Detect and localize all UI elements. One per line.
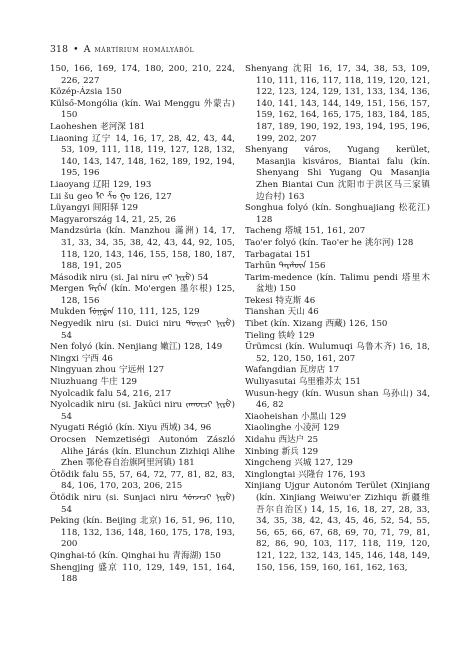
index-entry: Tao'er folyó (kín. Tao'er he 洮尔河) 128 [245,237,414,248]
index-entry: Xinjiang Ujgur Autonóm Terület (Xinjiang (kín. Xinjiang Weiwu'er Zizhiqu 新疆维吾尔自治区) 14, 15, 16, 18, 27, 28, 33, 34, 35, 38, 42, 43, 45, 46, 52, 54, 55, 56, 65, 66, 67, 68, 69, 70, 71, 79, 81, 82, 86, 90, 103, 117, 118, 119, 120, 121, 122, 132, 143, 145, 146, 148, 149, 150, 156, 159, 160, 161, 162, 163, [245,481,430,573]
index-entry: Liaoyang 辽阳 129, 193 [50,179,152,190]
index-entry: Orocsen Nemzetiségi Autonóm Zászló Alihe Járás (kín. Elunchun Zizhiqi Alihe Zhen 鄂伦春自治旗阿里河镇) 181 [50,435,235,469]
index-entry: Ötödik niru (si. Sunjaci niru ᠰᡠᠨᠵᠠᠴᡳ ᠨᡳᡵᡠ) 54 [50,492,235,515]
index-entry: Shenyang 沈阳 16, 17, 34, 38, 53, 109, 110, 111, 116, 117, 118, 119, 120, 121, 122, 123, 124, 129, 131, 133, 134, 136, 140, 141, 143, 144, 149, 151, 156, 157, 159, 162, 164, 165, 175, 183, 184, 185, 187, 189, 190, 192, 193, 194, 195, 196, 199, 202, 207 [245,64,430,144]
index-entry: Magyarország 14, 21, 25, 26 [50,214,177,225]
index-entry: Xiaoheishan 小黑山 129 [245,411,347,422]
header-separator: • [73,44,79,55]
index-entry: Mukden ᠮᡠᡴᡩᡝᠨ 110, 111, 125, 129 [50,307,200,318]
index-entry: Shengjing 盛京 110, 129, 149, 151, 164, 188 [50,562,235,585]
index-entry: Tieling 铁岭 129 [245,330,315,341]
index-entry: Nen folyó (kín. Nenjiang 嫩江) 128, 149 [50,342,223,353]
index-entry: Tacheng 塔城 151, 161, 207 [245,226,366,237]
index-entry: Tarhūn ᡨᠠᡵᡥᡡᠨ 156 [245,261,326,272]
page-number: 318 [50,44,69,55]
index-entry: Wafangdian 瓦房店 17 [245,365,340,376]
index-column-left [50,64,235,586]
index-entry: Ürümcsi (kín. Wulumuqi 乌鲁木齐) 16, 18, 52, 120, 150, 161, 207 [245,342,430,364]
index-entry: Wuliyasutai 乌里雅苏太 151 [245,377,362,388]
index-column-right [245,64,430,574]
index-entry: Liaoning 辽宁 14, 16, 17, 28, 42, 43, 44, 53, 109, 111, 118, 119, 127, 128, 132, 140, 143, 147, 148, 162, 189, 192, 194, 195, 196 [50,133,235,179]
index-entry: Xiaolinghe 小凌河 129 [245,423,340,434]
index-entry: Tarbagatai 151 [245,249,312,260]
index-entry: Nyugati Régió (kín. Xiyu 西域) 34, 96 [50,423,212,434]
index-entry: Shenyang város, Yugang kerület, Masanjia kisváros, Biantai falu (kín. Shenyang Shi Yugang Qu Masanjia Zhen Biantai Cun 沈阳市于洪区马三家镇边台村) 163 [245,145,430,202]
index-entry: Közép-Ázsia 150 [50,87,122,98]
index-entry: Lii šu geo ᠯᠢ ᠱᠤ ᠭᠣ 126, 127 [50,191,172,202]
index-entry: Tekesi 特克斯 46 [245,295,316,306]
index-entry: Xinglongtai 兴隆台 176, 193 [245,469,366,480]
index-entry: 150, 166, 169, 174, 180, 200, 210, 224, 226, 227 [50,64,235,86]
index-entry: Wusun-hegy (kín. Wusun shan 乌孙山) 34, 46, 82 [245,388,430,411]
running-title: A mártírium homályából [83,44,195,55]
index-entry: Ötödik falu 55, 57, 64, 72, 77, 81, 82, 83, 84, 106, 170, 203, 206, 215 [50,469,235,492]
index-entry: Tibet (kín. Xizang 西藏) 126, 150 [245,319,388,330]
index-entry: Mandzsúria (kín. Manzhou 滿洲) 14, 17, 31, 33, 34, 35, 38, 42, 43, 44, 92, 105, 118, 120, 143, 146, 155, 158, 180, 187, 188, 191, 205 [50,226,235,272]
index-entry: Niuzhuang 牛庄 129 [50,377,138,388]
index-entry: Ningxi 宁西 46 [50,353,113,364]
index-entry: Xingcheng 兴城 127, 129 [245,458,353,469]
running-header [50,44,194,56]
index-entry: Lüyangyi 闾阳驿 129 [50,203,138,214]
index-entry: Qinghai-tó (kín. Qinghai hu 青海湖) 150 [50,550,221,561]
index-entry: Külső-Mongólia (kín. Wai Menggu 外蒙古) 150 [50,98,235,121]
index-entry: Nyolcadik niru (si. Jakūci niru ᠵᠠᡴᡡᠴᡳ ᠨᡳᡵᡠ) 54 [50,400,235,422]
index-entry: Tianshan 天山 46 [245,307,319,318]
index-entry: Negyedik niru (si. Duici niru ᡩᡠᡳᠴᡳ ᠨᡳᡵᡠ) 54 [50,319,235,341]
index-entry: Második niru (si. Jai niru ᠵᠠᡳ ᠨᡳᡵᡠ) 54 [50,272,209,283]
index-entry: Peking (kín. Beijing 北京) 16, 51, 96, 110, 118, 132, 136, 148, 160, 175, 178, 193, 200 [50,516,235,550]
index-entry: Nyolcadik falu 54, 216, 217 [50,388,172,399]
index-entry: Mergen ᠮᡝᡵᡤᡝᠨ (kín. Mo'ergen 墨尔根) 125, 128, 156 [50,284,235,306]
index-entry: Laoheshen 老河深 181 [50,121,146,132]
index-entry: Xidahu 西达户 25 [245,435,319,445]
index-entry: Songhua folyó (kín. Songhuajiang 松花江) 128 [245,203,430,225]
index-entry: Ningyuan zhou 宁远州 127 [50,365,165,376]
index-entry: Tarim-medence (kín. Talimu pendi 塔里木盆地) 150 [245,272,430,295]
index-entry: Xinbing 新兵 129 [245,446,319,457]
